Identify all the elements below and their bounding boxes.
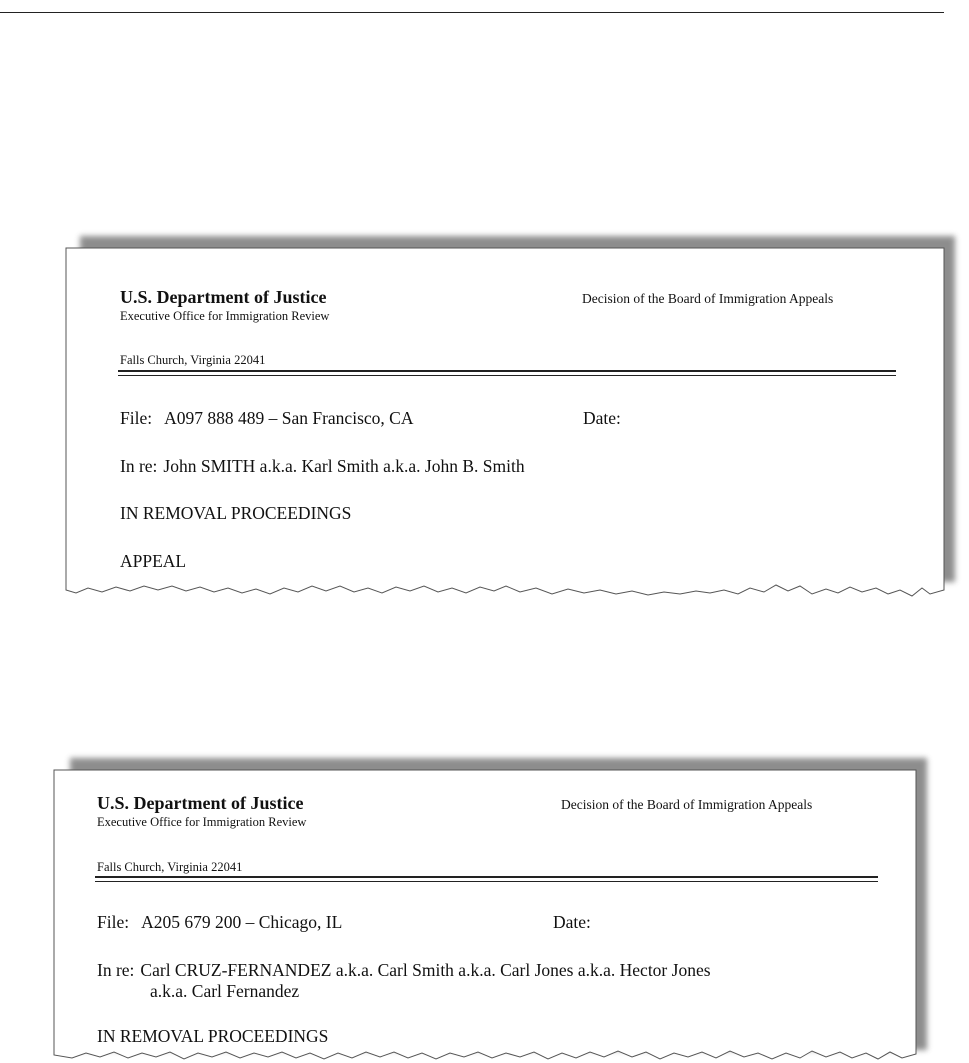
office-address: Falls Church, Virginia 22041	[120, 353, 266, 367]
file-row	[97, 912, 342, 933]
appeal-heading: APPEAL	[120, 551, 187, 571]
in-re-row	[97, 960, 711, 981]
file-value: A097 888 489 – San Francisco, CA	[164, 408, 414, 428]
proceedings-type: IN REMOVAL PROCEEDINGS	[120, 503, 352, 523]
file-label: File:	[120, 408, 153, 428]
date-label: Date:	[583, 408, 621, 428]
file-label: File:	[97, 912, 130, 932]
decision-title: Decision of the Board of Immigration Appeals	[561, 797, 813, 812]
office-address: Falls Church, Virginia 22041	[97, 860, 243, 874]
proceedings-type: IN REMOVAL PROCEEDINGS	[97, 1026, 329, 1046]
date-label: Date:	[553, 912, 591, 932]
in-re-label: In re:	[120, 456, 158, 476]
in-re-continuation: a.k.a. Carl Fernandez	[150, 981, 300, 1001]
agency-name: U.S. Department of Justice	[97, 793, 304, 813]
agency-name: U.S. Department of Justice	[120, 287, 327, 307]
in-re-value: Carl CRUZ-FERNANDEZ a.k.a. Carl Smith a.k.a. Carl Jones a.k.a. Hector Jones	[140, 960, 711, 980]
office-name: Executive Office for Immigration Review	[97, 815, 307, 829]
decision-title: Decision of the Board of Immigration Appeals	[582, 291, 834, 306]
file-value: A205 679 200 – Chicago, IL	[141, 912, 343, 932]
in-re-value: John SMITH a.k.a. Karl Smith a.k.a. John B. Smith	[163, 456, 525, 476]
header-rule-lower	[95, 881, 878, 882]
office-name: Executive Office for Immigration Review	[120, 309, 330, 323]
header-rule-upper	[95, 876, 878, 878]
in-re-label: In re:	[97, 960, 135, 980]
